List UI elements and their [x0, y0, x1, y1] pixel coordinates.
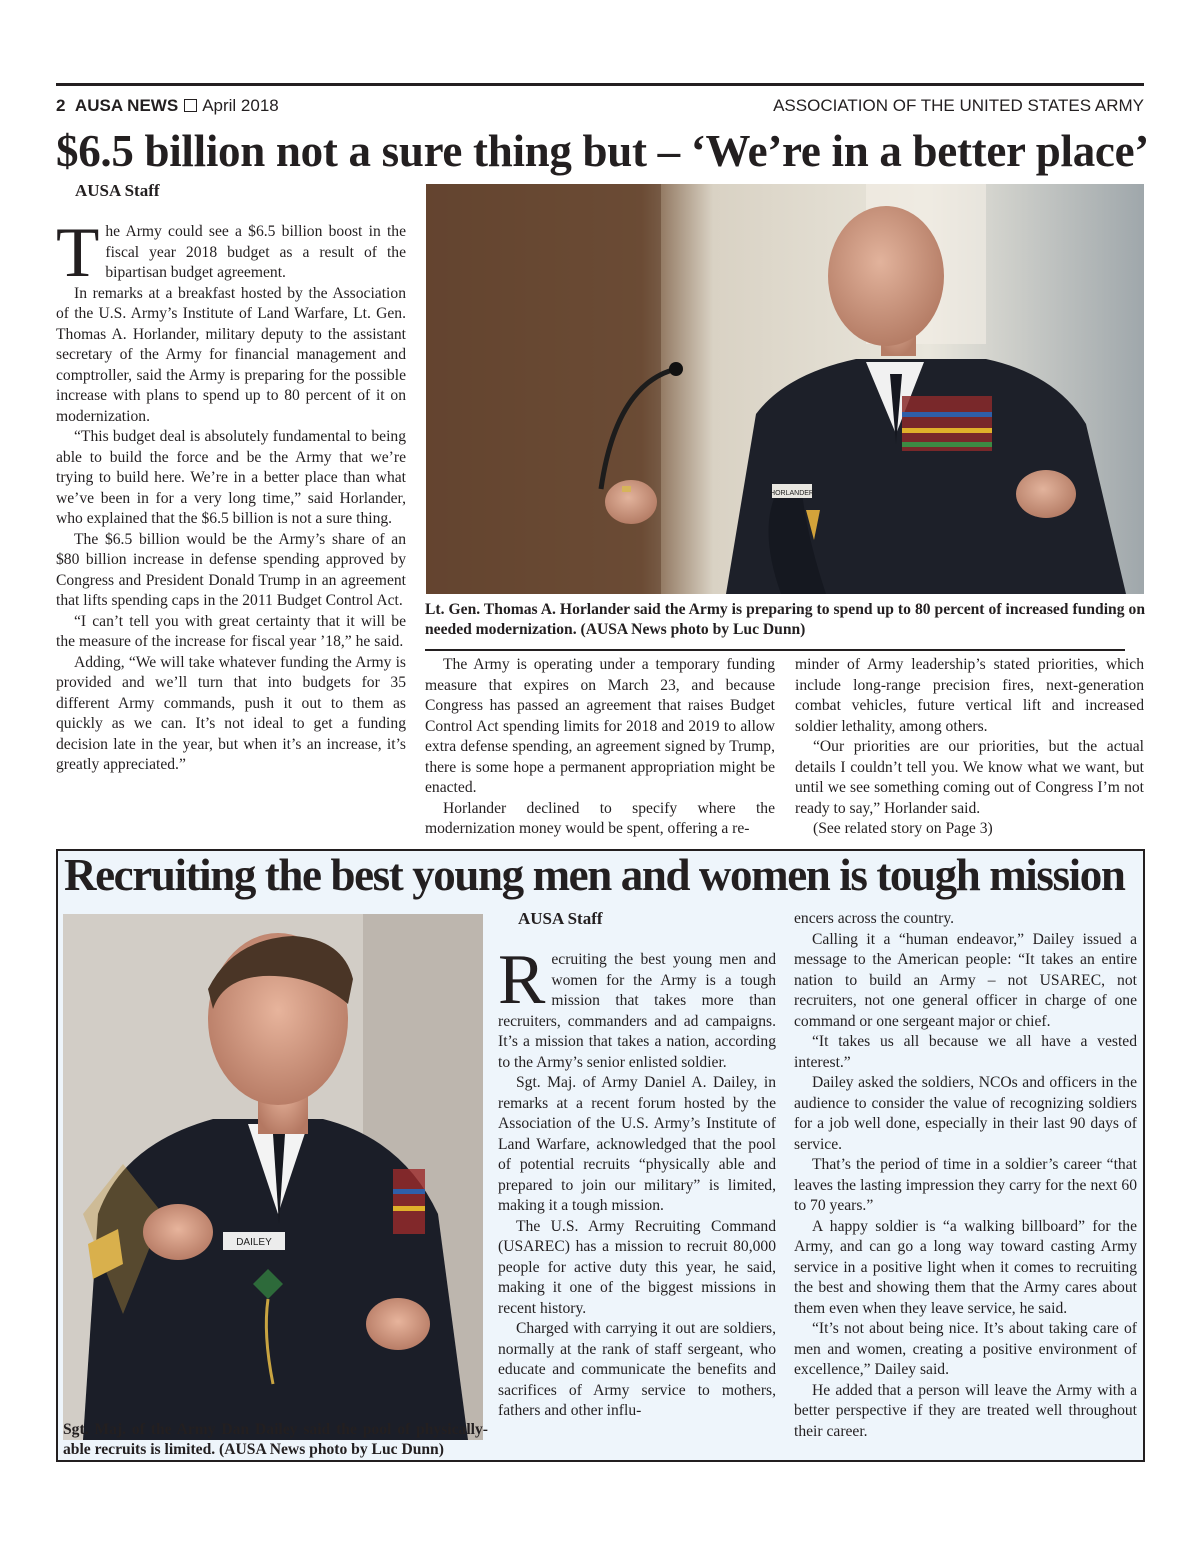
- story2-column-2: [794, 909, 1137, 1442]
- story2-paragraph-8: Dailey asked the soldiers, NCOs and officers in the audience to consider the value of recognizing soldiers for a job well done, especially in their last 90 days of service.: [794, 1074, 1137, 1153]
- story2-paragraph-9: That’s the period of time in a soldier’s career “that leaves the lasting impression they carry for the next 60 to 70 years.”: [794, 1156, 1137, 1214]
- story1-column-2: [425, 655, 775, 840]
- photo-horlander: [426, 184, 1144, 594]
- headline-recruiting: Recruiting the best young men and women is tough mission: [64, 850, 1125, 900]
- story1-paragraph-4: The $6.5 billion would be the Army’s share of an $80 billion increase in defense spending approved by Congress and President Donald Trump in an agreement that lifts spending caps in the 2011 Budget Control Act.: [56, 530, 406, 609]
- byline-story2: AUSA Staff: [518, 909, 603, 928]
- story1-paragraph-7: The Army is operating under a temporary funding measure that expires on March 23, and because Congress has passed an agreement that raises Budget Control Act spending limits for 2018 and 2019 to allow extra defense spending, an agreement signed by Trump, there is some hope a permanent appropriation might be enacted.: [425, 656, 775, 796]
- story1-related-note: (See related story on Page 3): [813, 820, 993, 837]
- story1-paragraph-2: In remarks at a breakfast hosted by the Association of the U.S. Army’s Institute of Land Warfare, Lt. Gen. Thomas A. Horlander, military deputy to the assistant secretary of the Army for financial management and comptroller, said the Army is preparing for the possible increase with plans to spend up to 80 percent of it on modernization.: [56, 284, 406, 425]
- box-bullet-icon: [184, 99, 197, 112]
- caption-divider: [425, 649, 1125, 651]
- story2-paragraph-5: encers across the country.: [794, 910, 955, 927]
- story1-paragraph-8: Horlander declined to specify where the modernization money would be spent, offering a re-: [425, 799, 775, 837]
- photo2-caption: Sgt. Maj. of the Army Dan Dailey said the pool of physically-able recruits is limited. (AUSA News photo by Luc Dunn): [63, 1421, 488, 1458]
- photo1-nameplate: HORLANDER: [770, 490, 814, 497]
- headline-budget: $6.5 billion not a sure thing but – ‘We’re in a better place’: [56, 126, 1149, 176]
- folio-right: ASSOCIATION OF THE UNITED STATES ARMY: [773, 96, 1144, 115]
- story1-paragraph-5: “I can’t tell you with great certainty that it will be the measure of the increase for fiscal year ’18,” he said.: [56, 612, 406, 650]
- story2-paragraph-2: Sgt. Maj. of Army Daniel A. Dailey, in remarks at a recent forum hosted by the Association of the U.S. Army’s Institute of Land Warfare, acknowledged that the pool of potential recruits “physically able and prepared to join our military” is limited, making it a tough mission.: [498, 1074, 776, 1214]
- photo1-caption: Lt. Gen. Thomas A. Horlander said the Army is preparing to spend up to 80 percent of increased funding on needed modernization. (AUSA News photo by Luc Dunn): [425, 601, 1145, 638]
- story2-paragraph-12: He added that a person will leave the Army with a better perspective if they are treated well throughout their career.: [794, 1381, 1137, 1440]
- story2-paragraph-10: A happy soldier is “a walking billboard” for the Army, and can go a long way toward casting Army service in a positive light when it comes to recruiting the best and showing them that the Army cares about them even when they leave service, he said.: [794, 1217, 1137, 1317]
- story2-paragraph-1: Recruiting the best young men and women for the Army is a tough mission that takes more than recruiters, commanders and ad campaigns. It’s a mission that takes a nation, according to the Army’s senior enlisted soldier.: [498, 941, 776, 1071]
- story1-paragraph-3: “This budget deal is absolutely fundamental to being able to build the force and be the Army that we’re trying to build here. We’re in a better place than what we’ve been in for a very long time,” said Horlander, who explained that the $6.5 billion is not a sure thing.: [56, 428, 406, 527]
- drop-cap-r: R: [498, 941, 546, 1019]
- story1-paragraph-6: Adding, “We will take whatever funding the Army is provided and we’ll turn that into budgets for 35 different Army commands, push it out to them as quickly as we can. It’s not ideal to get a funding decision late in the year, but when it’s an increase, it’s greatly appreciated.”: [56, 653, 406, 773]
- story1-paragraph-1: The Army could see a $6.5 billion boost in the fiscal year 2018 budget as a result of the bipartisan budget agreement.: [56, 214, 406, 292]
- folio-left: [56, 96, 279, 116]
- story2-paragraph-3: The U.S. Army Recruiting Command (USAREC) has a mission to recruit 80,000 people for active duty this year, he said, making it one of the biggest missions in recent history.: [498, 1217, 776, 1317]
- story1-column-1: [56, 214, 406, 776]
- drop-cap: T: [56, 214, 100, 292]
- publication-name: AUSA NEWS: [74, 96, 179, 115]
- issue-date: April 2018: [202, 96, 279, 115]
- story2-paragraph-4: Charged with carrying it out are soldiers, normally at the rank of staff sergeant, who educate and communicate the benefits and sacrifices of Army service to mothers, fathers and other influ-: [498, 1320, 776, 1419]
- photo2-nameplate: DAILEY: [236, 1237, 272, 1248]
- story2-paragraph-11: “It’s not about being nice. It’s about taking care of men and women, creating a positive environment of excellence,” Dailey said.: [794, 1320, 1137, 1378]
- photo-dailey: [63, 914, 483, 1440]
- story1-column-3: [795, 655, 1144, 840]
- page-number: 2: [56, 96, 66, 115]
- story1-paragraph-10: “Our priorities are our priorities, but the actual details I couldn’t tell you. We know what we want, but until we see something coming out of Congress I’m not ready to say,” Horlander said.: [795, 738, 1144, 817]
- story2-paragraph-6: Calling it a “human endeavor,” Dailey issued a message to the American people: “It takes an entire nation to build an Army – not USAREC, not recruiters, not one general officer in charge of one command or one sergeant major or chief.: [794, 930, 1137, 1030]
- story2-column-1: [498, 941, 776, 1422]
- story2-paragraph-7: “It takes us all because we all have a vested interest.”: [794, 1033, 1137, 1071]
- top-rule: [56, 83, 1144, 86]
- byline-story1: AUSA Staff: [75, 181, 160, 200]
- story1-paragraph-9: minder of Army leadership’s stated priorities, which include long-range precision fires, next-generation combat vehicles, future vertical lift and increased soldier lethality, among others.: [795, 656, 1144, 735]
